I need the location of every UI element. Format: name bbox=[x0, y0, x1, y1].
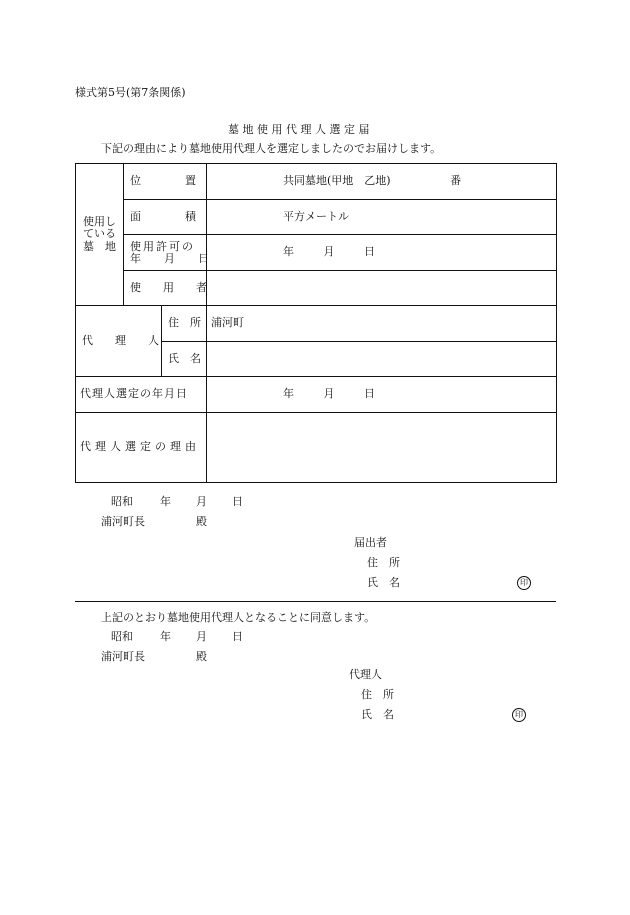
agent-name-label: 氏 名 bbox=[162, 342, 207, 377]
user-field[interactable] bbox=[207, 271, 557, 306]
selection-day: 日 bbox=[364, 387, 375, 401]
form-number: 様式第5号(第7条関係) bbox=[75, 86, 186, 99]
selection-month: 月 bbox=[323, 387, 335, 401]
consent-month: 月 bbox=[196, 630, 207, 643]
consent-text: 上記のとおり墓地使用代理人となることに同意します。 bbox=[101, 611, 376, 624]
consent-honorific: 殿 bbox=[196, 650, 207, 663]
location-value: 共同墓地(甲地 乙地) bbox=[283, 174, 391, 188]
notice-year: 年 bbox=[160, 495, 171, 508]
location-suffix: 番 bbox=[450, 174, 462, 188]
agent-address-value: 浦河町 bbox=[211, 316, 244, 330]
reason-label: 代理人選定の理由 bbox=[76, 413, 207, 483]
selection-year: 年 bbox=[283, 387, 294, 401]
consent-year: 年 bbox=[160, 630, 171, 643]
agent-name-field[interactable] bbox=[207, 342, 557, 377]
permit-day: 日 bbox=[364, 245, 375, 259]
applicant-label: 届出者 bbox=[354, 536, 387, 549]
grave-agent-form-table bbox=[75, 163, 557, 483]
consent-name-label[interactable]: 氏 名 bbox=[361, 708, 394, 721]
consent-agent-label: 代理人 bbox=[349, 668, 382, 681]
notice-month: 月 bbox=[196, 495, 207, 508]
user-label: 使 用 者 bbox=[124, 271, 207, 306]
area-unit: 平方メートル bbox=[283, 209, 349, 223]
area-label: 面 積 bbox=[124, 200, 207, 235]
consent-addressee: 浦河町長 bbox=[101, 650, 145, 663]
location-field[interactable] bbox=[207, 164, 557, 200]
consent-address-label[interactable]: 住 所 bbox=[361, 688, 394, 701]
agent-label: 代 理 人 bbox=[76, 306, 162, 377]
selection-date-label: 代理人選定の年月日 bbox=[76, 377, 207, 413]
area-field[interactable] bbox=[207, 200, 557, 235]
permit-date-label: 使用許可の 年 月 日 bbox=[124, 235, 207, 271]
grave-in-use-group-label: 使用し ている 墓 地 bbox=[76, 164, 124, 306]
consent-day: 日 bbox=[232, 630, 243, 643]
location-label: 位 置 bbox=[124, 164, 207, 200]
applicant-address-label[interactable]: 住 所 bbox=[367, 556, 400, 569]
permit-date-field[interactable] bbox=[207, 235, 557, 271]
consent-era: 昭和 bbox=[111, 630, 133, 643]
notice-honorific: 殿 bbox=[196, 515, 207, 528]
applicant-seal-icon: 印 bbox=[517, 576, 531, 590]
reason-field[interactable] bbox=[207, 413, 557, 483]
agent-address-label: 住 所 bbox=[162, 306, 207, 342]
notice-addressee: 浦河町長 bbox=[101, 515, 145, 528]
selection-date-field[interactable] bbox=[207, 377, 557, 413]
permit-month: 月 bbox=[323, 245, 335, 259]
intro-text: 下記の理由により墓地使用代理人を選定しましたのでお届けします。 bbox=[101, 142, 442, 155]
permit-year: 年 bbox=[283, 245, 294, 259]
consent-seal-icon: 印 bbox=[512, 708, 526, 722]
section-divider bbox=[75, 601, 556, 602]
applicant-name-label[interactable]: 氏 名 bbox=[367, 576, 400, 589]
notice-era: 昭和 bbox=[111, 495, 133, 508]
agent-address-field[interactable] bbox=[207, 306, 557, 342]
form-title: 墓 地 使 用 代 理 人 選 定 届 bbox=[228, 123, 370, 136]
notice-day: 日 bbox=[232, 495, 243, 508]
